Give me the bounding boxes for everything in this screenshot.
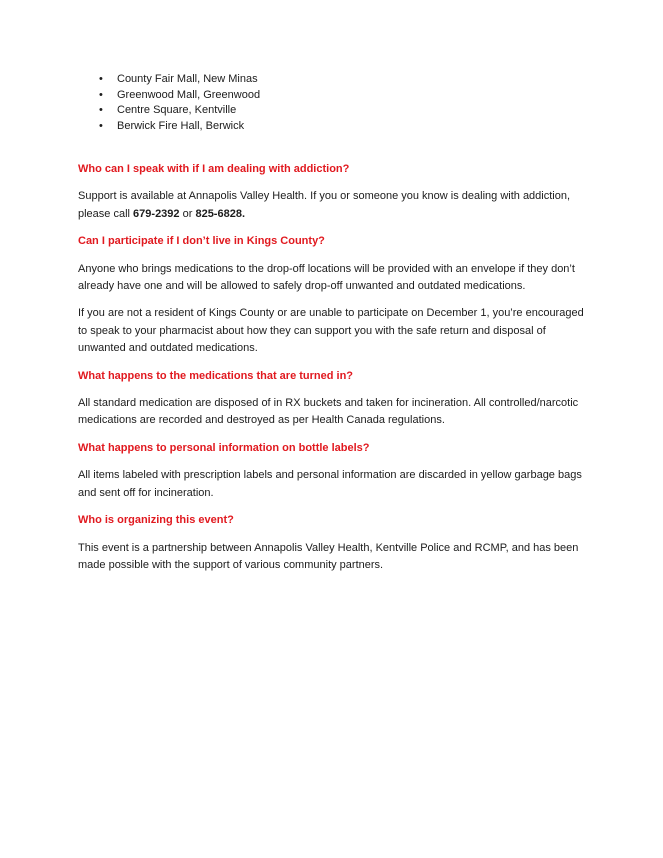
drop-off-location-item [78,88,585,104]
paragraph-text: Anyone who brings medications to the drop-off locations will be provided with an envelope if they don’t already have one and will be allowed to safely drop-off unwanted and outdated medications. [78,262,575,293]
faq-answer-paragraph [78,188,585,223]
document-content [78,72,585,574]
bullet-icon: • [99,104,103,116]
drop-off-location-item [78,72,585,88]
drop-off-location-label: Berwick Fire Hall, Berwick [117,119,245,132]
drop-off-location-item [78,103,585,119]
bullet-icon: • [99,119,103,132]
faq-question-heading: Can I participate if I don’t live in Kings County? [78,235,325,248]
paragraph-text: Support is available at Annapolis Valley Health. If you or someone you know is dealing with addiction, please call [78,190,571,220]
faq-answer-paragraph [78,261,585,296]
drop-off-location-label: County Fair Mall, New Minas [117,73,258,85]
paragraph-text: This event is a partnership between Annapolis Valley Health, Kentville Police and RCMP, and has been made possible with the support of various community partners. [78,541,579,571]
paragraph-text: All items labeled with prescription labels and personal information are discarded in yellow garbage bags and sent off for incineration. [78,469,582,499]
faq-question-heading: What happens to personal information on bottle labels? [78,441,370,454]
faq-answer-paragraph [78,305,585,357]
bullet-icon: • [99,73,103,85]
faq-answer-paragraph [78,540,585,575]
paragraph-text: or [179,207,196,220]
drop-off-location-label: Greenwood Mall, Greenwood [117,88,261,101]
faq-question-heading: Who can I speak with if I am dealing with addiction? [78,163,350,175]
phone-number-bold: 679-2392 [133,207,180,220]
faq-question-heading: Who is organizing this event? [78,514,234,527]
drop-off-location-label: Centre Square, Kentville [117,104,237,116]
faq-answer-paragraph [78,467,585,502]
paragraph-text: All standard medication are disposed of in RX buckets and taken for incineration. All controlled/narcotic medications are recorded and destroyed as per Health Canada regulations. [78,397,579,427]
drop-off-locations-list [78,72,585,134]
bullet-icon: • [99,88,103,101]
faq-sections [78,161,585,574]
faq-question-heading: What happens to the medications that are turned in? [78,369,354,382]
paragraph-text: If you are not a resident of Kings County or are unable to participate on December 1, you’re encouraged to speak to your pharmacist about how they can support you with the safe return and disposal of unwanted and outdated medications. [78,307,584,355]
drop-off-location-item [78,119,585,135]
phone-number-bold: 825-6828. [195,207,245,220]
faq-answer-paragraph [78,395,585,430]
